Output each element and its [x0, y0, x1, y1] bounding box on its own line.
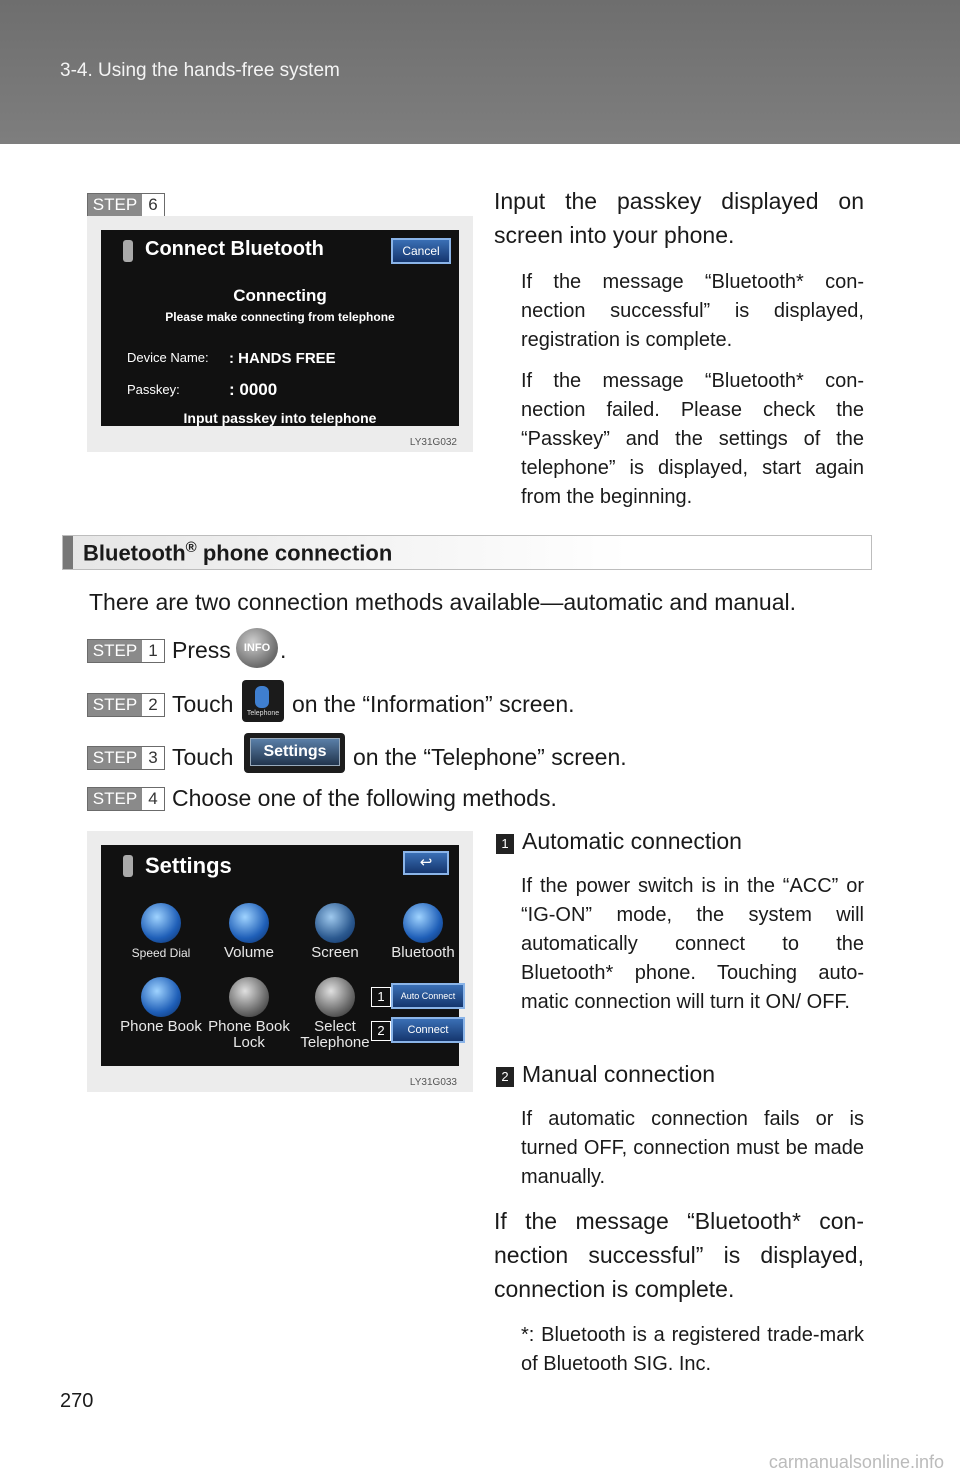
step-4-badge: STEP 4	[87, 787, 165, 811]
image-code: LY31G032	[409, 437, 457, 448]
method-1-title: Automatic connection	[522, 828, 742, 854]
step-3-post: on the “Telephone” screen.	[353, 744, 627, 770]
telephone-icon	[255, 686, 269, 708]
step-3-pre: Touch	[172, 744, 234, 770]
step-6-note-2: If the message “Bluetooth* con-nection failed. Please check the “Passkey” and the settings of the telephone” is displayed, start again from the beginning.	[521, 370, 864, 508]
phone-book-lock-icon[interactable]	[229, 977, 269, 1017]
step-2-badge: STEP 2	[87, 693, 165, 717]
settings-screenshot	[87, 831, 473, 1092]
device-name-label: Device Name:	[127, 350, 209, 365]
passkey-footer: Input passkey into telephone	[183, 410, 377, 426]
select-telephone-label: Select Telephone	[300, 1018, 370, 1051]
step-4-text: Choose one of the following methods.	[172, 785, 557, 811]
method-2-badge: 2	[496, 1067, 514, 1087]
step-2-post: on the “Information” screen.	[292, 691, 575, 717]
section-header-title: 3-4. Using the hands-free system	[60, 60, 340, 81]
select-telephone-icon[interactable]	[315, 977, 355, 1017]
auto-connect-button[interactable]: Auto Connect	[391, 983, 465, 1009]
step-3-badge: STEP 3	[87, 746, 165, 770]
method-1-badge: 1	[496, 834, 514, 854]
method-1-desc: If the power switch is in the “ACC” or “IG-ON” mode, the system will automatically connect to the Bluetooth* phone. Touching auto-matic connection will turn it ON/ OFF.	[521, 875, 864, 1013]
step-2-pre: Touch	[172, 691, 234, 717]
closing-text: If the message “Bluetooth* con-nection successful” is displayed, connection is complete.	[494, 1208, 864, 1302]
step-1-pre: Press	[172, 637, 231, 663]
speed-dial-icon[interactable]	[141, 903, 181, 943]
telephone-icon-label: Telephone	[246, 710, 280, 717]
device-name-value: : HANDS FREE	[229, 350, 336, 367]
step-6-text: Input the passkey displayed on screen into your phone.	[494, 188, 864, 248]
screen-title: Connect Bluetooth	[145, 238, 324, 260]
callout-1: 1	[371, 987, 391, 1007]
registered-mark: ®	[185, 539, 197, 556]
connecting-label: Connecting	[233, 286, 327, 305]
phone-book-icon[interactable]	[141, 977, 181, 1017]
callout-2: 2	[371, 1021, 391, 1041]
screen-title: Settings	[145, 853, 232, 878]
bluetooth-icon[interactable]	[403, 903, 443, 943]
info-button-icon[interactable]: INFO	[236, 628, 278, 668]
watermark: carmanualsonline.info	[768, 1452, 944, 1472]
intro-text: There are two connection methods available—automatic and manual.	[89, 589, 797, 615]
screen-icon[interactable]	[315, 903, 355, 943]
screen-label: Screen	[311, 944, 359, 961]
volume-label: Volume	[223, 944, 275, 961]
method-2-desc: If automatic connection fails or is turned OFF, connection must be made manually.	[521, 1108, 864, 1188]
volume-icon[interactable]	[229, 903, 269, 943]
footnote: *: Bluetooth is a registered trade-mark of Bluetooth SIG. Inc.	[521, 1324, 864, 1375]
image-code: LY31G033	[409, 1077, 457, 1088]
section-heading	[62, 535, 872, 570]
passkey-value: : 0000	[229, 380, 278, 399]
section-title-rest: phone connection	[196, 540, 393, 566]
step-1-post: .	[280, 637, 287, 663]
step-6-note-1: If the message “Bluetooth* con-nection successful” is displayed, registration is complete.	[521, 271, 864, 351]
speed-dial-label: Speed Dial	[131, 946, 191, 960]
page-number: 270	[60, 1390, 94, 1412]
method-2-title: Manual connection	[522, 1061, 716, 1087]
phone-book-label: Phone Book	[120, 1018, 202, 1035]
connect-button[interactable]: Connect	[391, 1017, 465, 1043]
section-title: Bluetooth	[83, 540, 186, 566]
phone-icon	[123, 855, 133, 877]
page-header	[0, 0, 960, 144]
back-button[interactable]: ↩	[403, 851, 449, 875]
connect-bluetooth-screenshot	[87, 216, 473, 452]
step-6-badge: STEP 6	[87, 193, 165, 217]
heading-marker	[63, 536, 73, 569]
cancel-button[interactable]: Cancel	[391, 238, 451, 264]
bluetooth-label: Bluetooth	[391, 944, 455, 961]
phone-book-lock-label: Phone Book Lock	[208, 1018, 290, 1051]
connect-instruction: Please make connecting from telephone	[165, 310, 395, 324]
settings-button[interactable]	[244, 733, 345, 773]
step-1-badge: STEP 1	[87, 639, 165, 663]
telephone-button-icon[interactable]	[242, 680, 284, 722]
settings-button-label: Settings	[250, 738, 340, 766]
passkey-label: Passkey:	[127, 382, 180, 397]
phone-icon	[123, 240, 133, 262]
